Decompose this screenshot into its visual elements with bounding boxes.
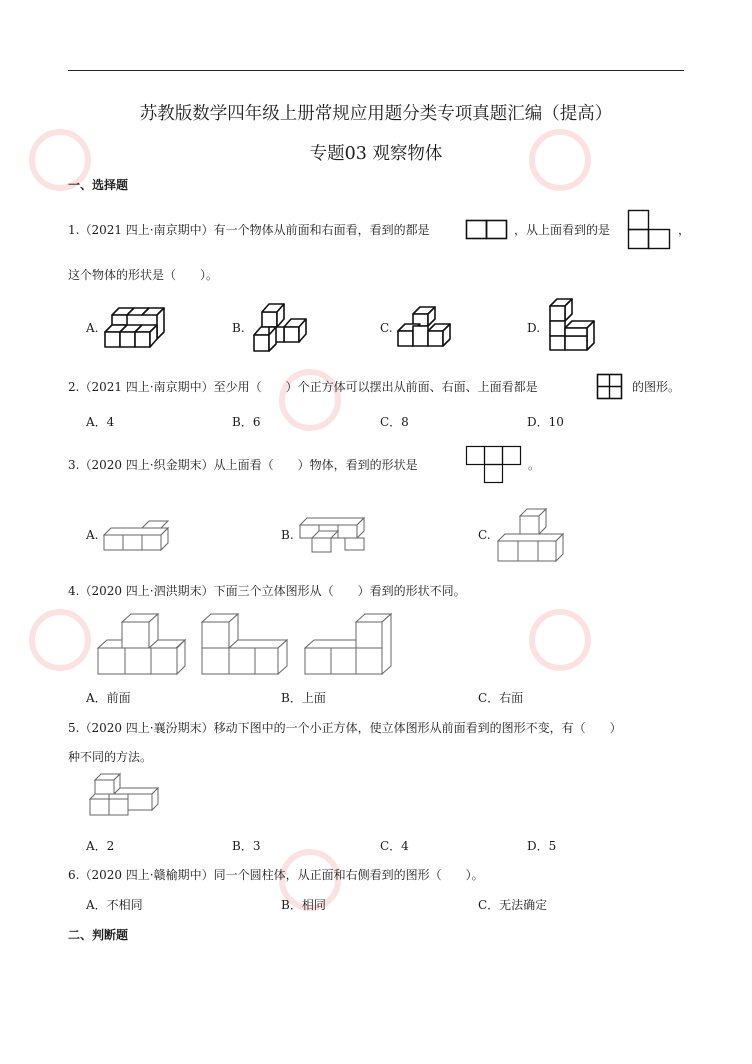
- q2-option-b[interactable]: B．6: [232, 415, 261, 429]
- document-subtitle: 专题03 观察物体: [309, 144, 443, 164]
- question-3-text-end: 。: [528, 458, 541, 472]
- q1-option-a-figure[interactable]: [105, 308, 165, 350]
- q1-option-c[interactable]: C.: [380, 321, 393, 335]
- q5-option-d[interactable]: D．5: [527, 839, 557, 853]
- question-1-text: 1.（2021 四上·南京期中）有一个物体从前面和右面看，看到的都是: [68, 223, 430, 237]
- header-rule: [68, 70, 684, 71]
- q2-option-a[interactable]: A．4: [86, 415, 115, 429]
- q3-option-b-figure[interactable]: [300, 512, 376, 552]
- q4-figure-2: [202, 612, 288, 676]
- section-heading-choice: 一、选择题: [68, 178, 129, 192]
- q1-option-d-figure[interactable]: [550, 298, 604, 354]
- question-6-text: 6.（2020 四上·赣榆期中）同一个圆柱体，从正面和右侧看到的图形（ ）。: [68, 868, 484, 882]
- q1-option-b-figure[interactable]: [254, 300, 310, 358]
- question-1-text-line2: 这个物体的形状是（ ）。: [68, 268, 219, 282]
- q2-option-c[interactable]: C．8: [380, 415, 409, 429]
- section-heading-judge: 二、判断题: [68, 928, 129, 942]
- q2-option-d[interactable]: D．10: [527, 415, 564, 429]
- q4-figure-3: [305, 612, 393, 676]
- q3-option-c[interactable]: C.: [478, 528, 491, 542]
- question-4-text: 4.（2020 四上·泗洪期末）下面三个立体图形从（ ）看到的形状不同。: [68, 584, 466, 598]
- q1-front-view-figure: [466, 220, 508, 240]
- q3-option-a[interactable]: A.: [86, 528, 99, 542]
- watermark-logo: [20, 600, 100, 680]
- q1-option-a[interactable]: A.: [86, 321, 99, 335]
- question-5-text: 5.（2020 四上·襄汾期末）移动下图中的一个小正方体，使立体图形从前面看到的图形不变，有（ ）: [68, 721, 622, 735]
- watermark-logo: [520, 600, 600, 680]
- q4-option-c[interactable]: C．右面: [478, 691, 524, 705]
- question-2-text: 2.（2021 四上·南京期中）至少用（ ）个正方体可以摆出从前面、右面、上面看都是: [68, 380, 538, 394]
- q6-option-b[interactable]: B．相同: [281, 898, 326, 912]
- q3-option-a-figure[interactable]: [104, 518, 180, 554]
- question-1-text-mid: ，从上面看到的是: [514, 223, 611, 237]
- question-5-text-line2: 种不同的方法。: [68, 750, 153, 764]
- q2-view-figure: [597, 374, 623, 400]
- q1-top-view-figure: [628, 210, 672, 250]
- q5-figure: [90, 772, 166, 824]
- q3-option-b[interactable]: B.: [281, 528, 294, 542]
- question-2-text-end: 的图形。: [632, 380, 681, 394]
- q4-figure-1: [98, 614, 186, 676]
- q5-option-a[interactable]: A．2: [86, 839, 115, 853]
- q1-option-d[interactable]: D.: [527, 321, 541, 335]
- q1-option-c-figure[interactable]: [398, 306, 452, 348]
- watermark-logo: [270, 360, 350, 440]
- q3-top-view-figure: [466, 446, 522, 484]
- q5-option-b[interactable]: B．3: [232, 839, 261, 853]
- document-title: 苏教版数学四年级上册常规应用题分类专项真题汇编（提高）: [139, 104, 613, 124]
- q1-option-b[interactable]: B.: [232, 321, 245, 335]
- q4-option-b[interactable]: B．上面: [281, 691, 326, 705]
- q5-option-c[interactable]: C．4: [380, 839, 409, 853]
- q4-option-a[interactable]: A．前面: [86, 691, 131, 705]
- q6-option-a[interactable]: A．不相同: [86, 898, 143, 912]
- q6-option-c[interactable]: C．无法确定: [478, 898, 548, 912]
- question-3-text: 3.（2020 四上·织金期末）从上面看（ ）物体，看到的形状是: [68, 458, 418, 472]
- question-1-text-end: ，: [678, 223, 691, 237]
- q3-option-c-figure[interactable]: [498, 508, 566, 564]
